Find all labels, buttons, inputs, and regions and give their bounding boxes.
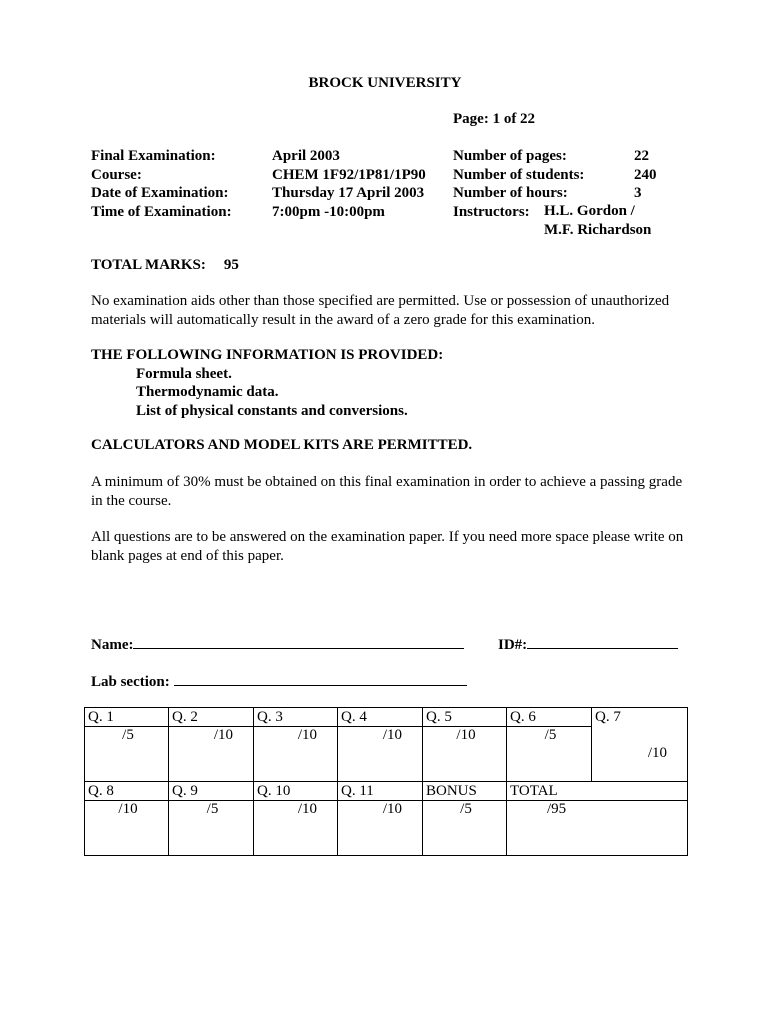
table-row bbox=[85, 782, 688, 801]
exam-stats-values bbox=[634, 147, 657, 203]
q11-value: /10 bbox=[338, 801, 423, 856]
provided-item: Thermodynamic data. bbox=[136, 384, 279, 400]
q1-header: Q. 1 bbox=[85, 708, 169, 727]
provided-heading: THE FOLLOWING INFORMATION IS PROVIDED: bbox=[91, 347, 444, 363]
name-blank[interactable] bbox=[133, 636, 464, 649]
total-marks bbox=[91, 257, 239, 274]
q2-value: /10 bbox=[169, 727, 254, 782]
aids-paragraph: No examination aids other than those specified are permitted. Use or possession of unauthorized materials will automatically result in the award of a zero grade for this examination. bbox=[91, 293, 670, 328]
label-date: Date of Examination: bbox=[91, 185, 229, 201]
university-title: BROCK UNIVERSITY bbox=[308, 75, 462, 91]
q8-header: Q. 8 bbox=[85, 782, 169, 801]
name-label: Name: bbox=[91, 637, 134, 653]
total-marks-value: 95 bbox=[223, 257, 239, 273]
q8-value: /10 bbox=[85, 801, 169, 856]
table-row bbox=[85, 801, 688, 856]
value-date: Thursday 17 April 2003 bbox=[272, 185, 425, 201]
answers-paragraph: All questions are to be answered on the examination paper. If you need more space please write on blank pages at end of this paper. bbox=[91, 529, 684, 564]
instructor-names bbox=[544, 202, 651, 239]
q9-value: /5 bbox=[169, 801, 254, 856]
q3-value: /10 bbox=[254, 727, 338, 782]
id-label: ID#: bbox=[498, 637, 528, 653]
q7-header bbox=[592, 708, 688, 782]
label-time: Time of Examination: bbox=[91, 203, 232, 220]
page-number: Page: 1 of 22 bbox=[453, 111, 536, 127]
provided-info bbox=[91, 346, 443, 420]
q7-header-label: Q. 7 bbox=[595, 709, 621, 725]
provided-item: List of physical constants and conversions. bbox=[136, 402, 408, 419]
instructor-2: M.F. Richardson bbox=[544, 221, 652, 238]
minimum-paragraph: A minimum of 30% must be obtained on this final examination in order to achieve a passing grade in the course. bbox=[91, 474, 683, 509]
calculators-notice: CALCULATORS AND MODEL KITS ARE PERMITTED. bbox=[91, 437, 473, 453]
label-final-exam: Final Examination: bbox=[91, 148, 216, 164]
q7-value: /10 bbox=[647, 745, 667, 761]
q2-header: Q. 2 bbox=[169, 708, 254, 727]
value-num-students: 240 bbox=[634, 166, 657, 183]
q5-value: /10 bbox=[423, 727, 507, 782]
q9-header: Q. 9 bbox=[169, 782, 254, 801]
name-field[interactable] bbox=[91, 636, 464, 654]
q4-value: /10 bbox=[338, 727, 423, 782]
value-num-hours: 3 bbox=[634, 185, 642, 201]
bonus-value: /5 bbox=[423, 801, 507, 856]
q1-value: /5 bbox=[85, 727, 169, 782]
exam-info-labels bbox=[91, 147, 232, 221]
lab-blank[interactable] bbox=[174, 673, 467, 686]
q3-header: Q. 3 bbox=[254, 708, 338, 727]
provided-item: Formula sheet. bbox=[136, 365, 232, 382]
label-course: Course: bbox=[91, 166, 142, 183]
label-num-students: Number of students: bbox=[453, 166, 585, 183]
total-marks-label: TOTAL MARKS: bbox=[91, 257, 206, 273]
exam-info-values bbox=[272, 147, 426, 221]
q5-header: Q. 5 bbox=[423, 708, 507, 727]
table-row bbox=[85, 708, 688, 727]
total-header: TOTAL bbox=[507, 782, 688, 801]
q10-header: Q. 10 bbox=[254, 782, 338, 801]
q6-header: Q. 6 bbox=[507, 708, 592, 727]
q6-value: /5 bbox=[507, 727, 592, 782]
value-time: 7:00pm -10:00pm bbox=[272, 203, 385, 220]
lab-label: Lab section: bbox=[91, 674, 170, 690]
q10-value: /10 bbox=[254, 801, 338, 856]
id-field[interactable] bbox=[498, 636, 678, 654]
lab-section-field[interactable] bbox=[91, 673, 467, 691]
instructor-1: H.L. Gordon / bbox=[544, 203, 635, 219]
label-num-pages: Number of pages: bbox=[453, 148, 567, 164]
bonus-header: BONUS bbox=[423, 782, 507, 801]
value-num-pages: 22 bbox=[634, 148, 649, 164]
marks-table bbox=[84, 707, 688, 856]
total-value: /95 bbox=[507, 801, 688, 856]
value-final-exam: April 2003 bbox=[272, 148, 340, 164]
q11-header: Q. 11 bbox=[338, 782, 423, 801]
id-blank[interactable] bbox=[527, 636, 678, 649]
value-course: CHEM 1F92/1P81/1P90 bbox=[272, 166, 426, 183]
q4-header: Q. 4 bbox=[338, 708, 423, 727]
label-instructors: Instructors: bbox=[453, 203, 530, 220]
label-num-hours: Number of hours: bbox=[453, 185, 568, 201]
